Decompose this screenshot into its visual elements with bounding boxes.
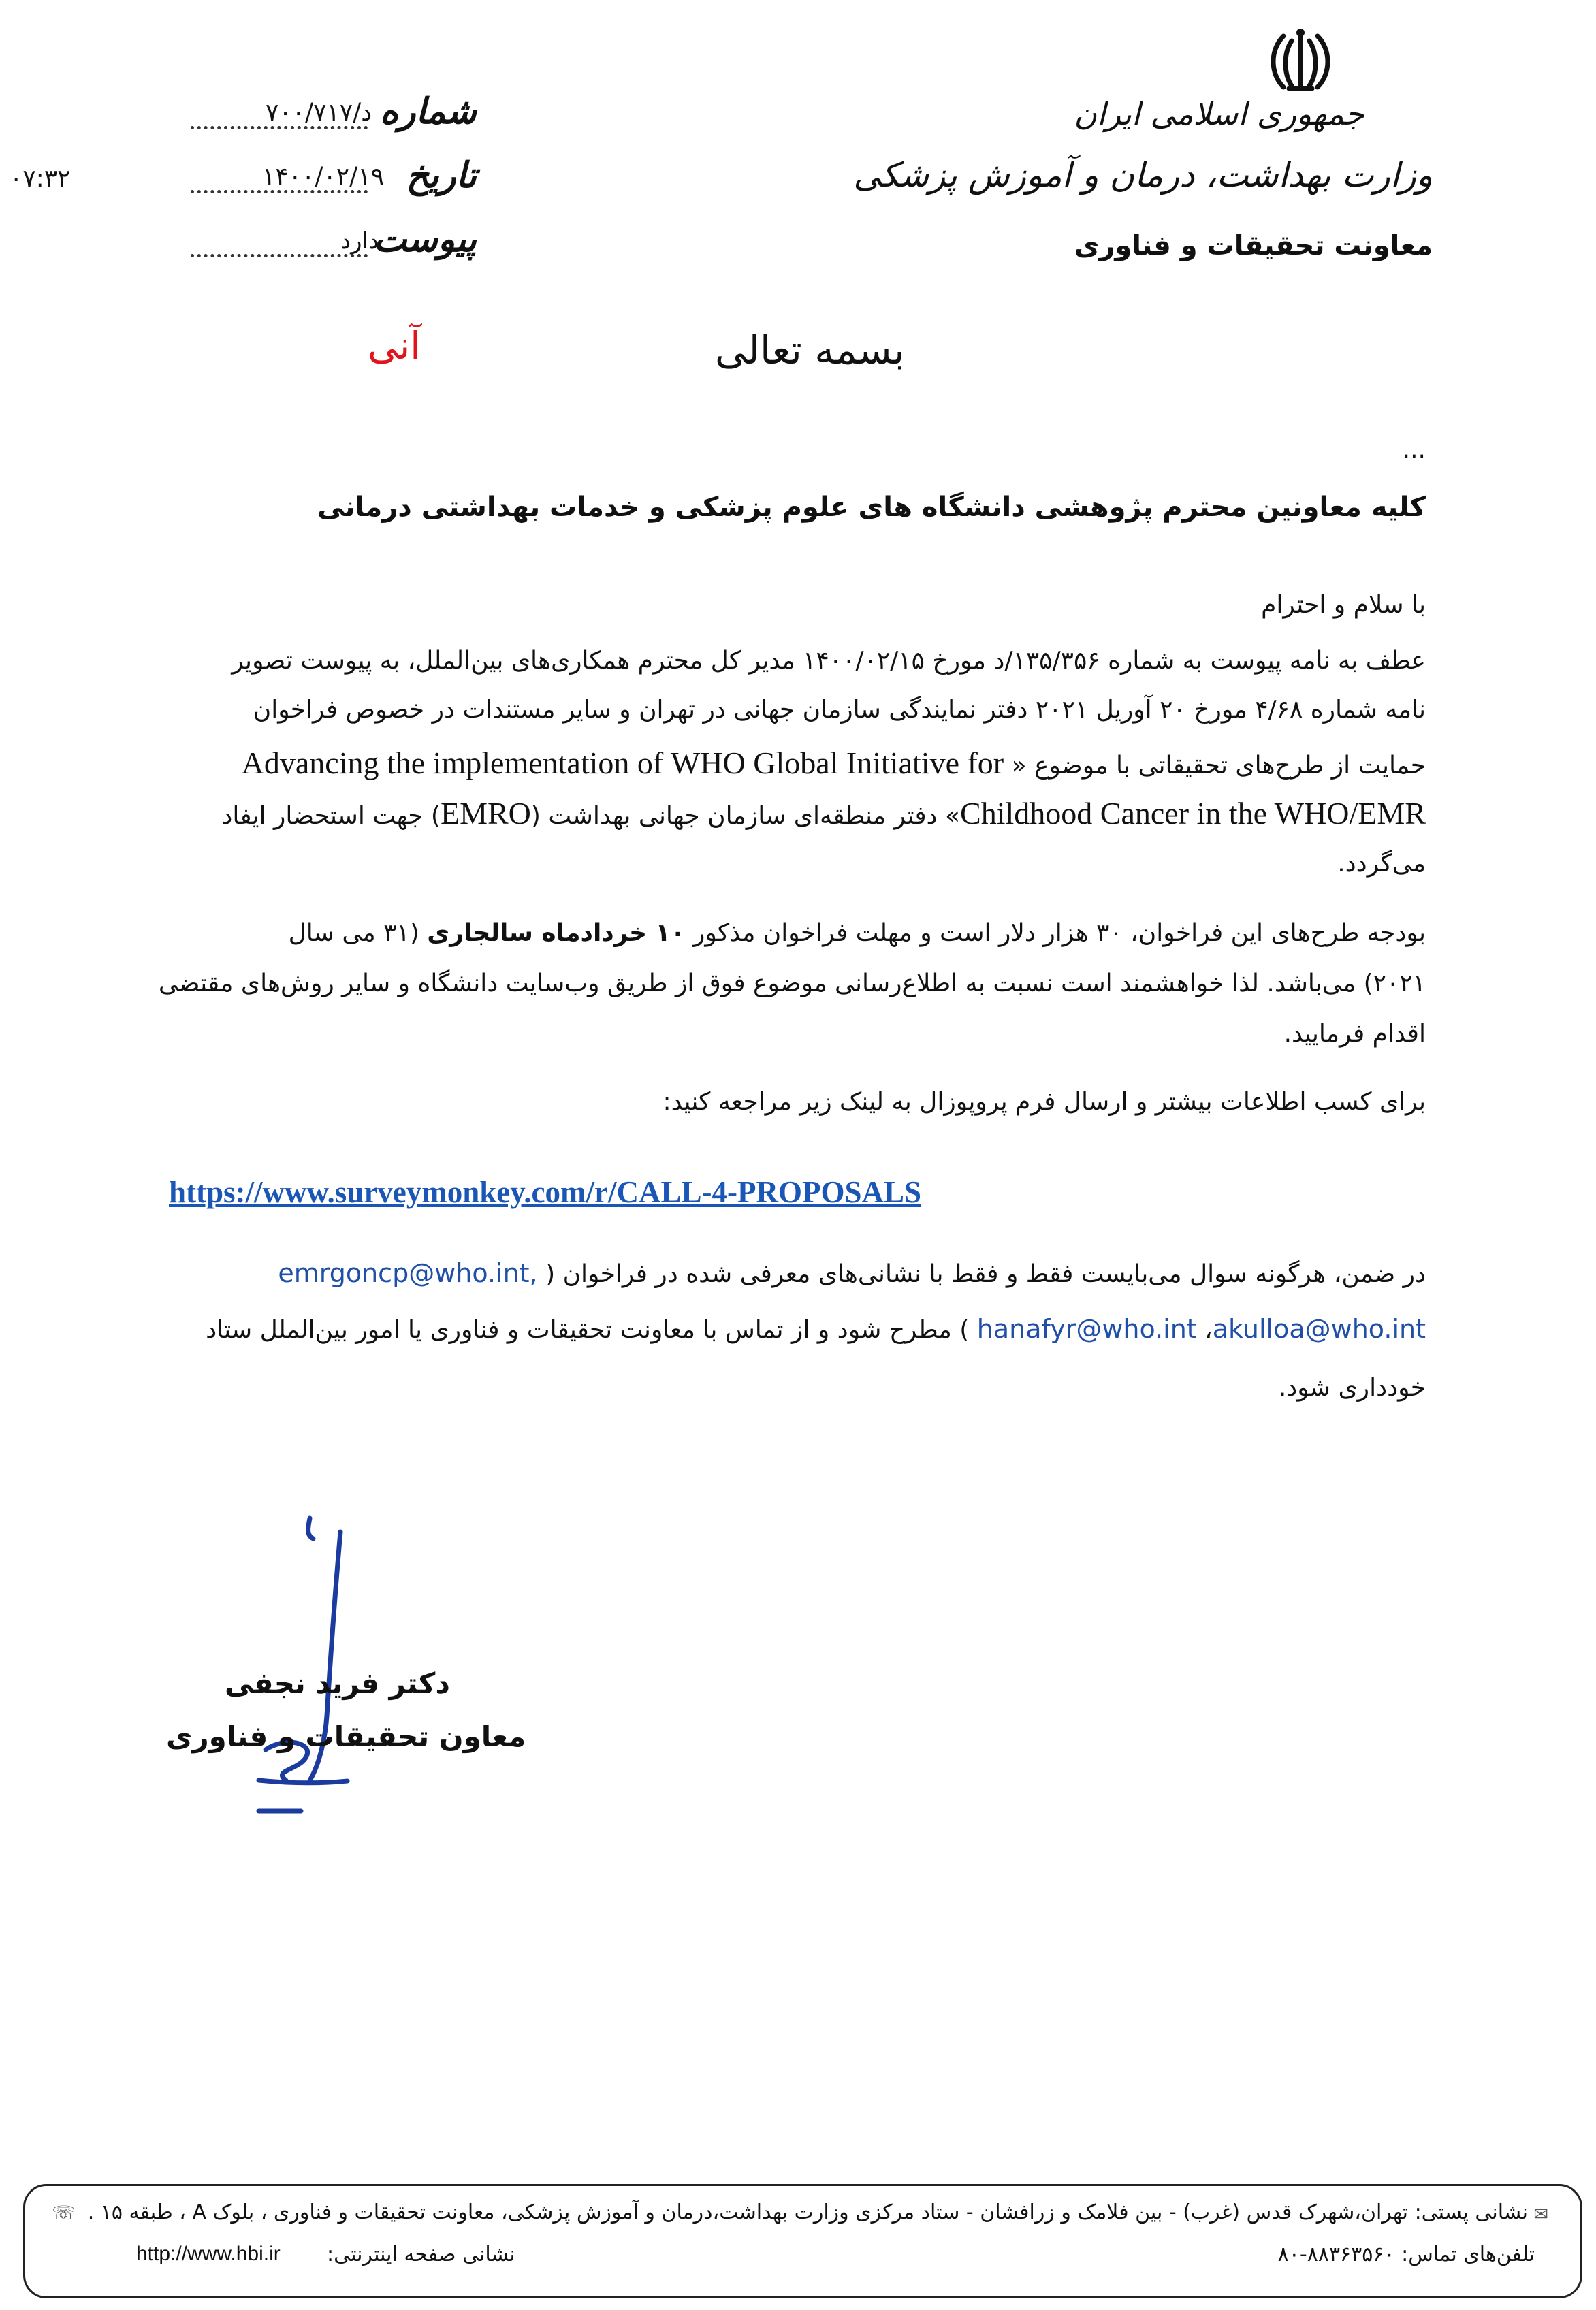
email-link-1[interactable]: emrgoncp@who.int, <box>278 1258 538 1288</box>
footer-address: نشانی پستی: تهران،شهرک قدس (غرب) - بین فلامک و زرافشان - ستاد مرکزی وزارت بهداشت،درمان و آموزش پزشکی، معاونت تحقیقات و فناوری ، بلوک A ، طبقه ۱۵ . <box>87 2200 1528 2224</box>
ellipsis-text: ... <box>1402 436 1426 464</box>
paragraph-1-line-1: عطف به نامه پیوست به شماره ۱۳۵/۳۵۶/د مورخ ۱۴۰۰/۰۲/۱۵ مدیر کل محترم همکاری‌های بین‌الملل، به پیوست تصویر <box>232 647 1426 675</box>
paragraph-4-line-2-text: ) مطرح شود و از تماس با معاونت تحقیقات و فناوری یا امور بین‌الملل ستاد <box>206 1316 970 1344</box>
paragraph-2-line-3: اقدام فرمایید. <box>1283 1020 1426 1048</box>
envelope-icon: ✉ <box>1533 2204 1548 2225</box>
paragraph-4-line-2: akulloa@who.int، hanafyr@who.int ) مطرح شود و از تماس با معاونت تحقیقات و فناوری یا امور بین‌الملل ستاد <box>206 1314 1426 1344</box>
paragraph-1-line-2: نامه شماره ۴/۶۸ مورخ ۲۰ آوریل ۲۰۲۱ دفتر نمایندگی سازمان جهانی در تهران و سایر مستندات در خصوص فراخوان <box>253 696 1426 724</box>
attachment-label: پیوست <box>373 219 477 260</box>
bismillah-heading: بسمه تعالی <box>715 327 905 373</box>
letter-date-value: ۱۴۰۰/۰۲/۱۹ <box>262 163 384 191</box>
proposal-link[interactable]: https://www.surveymonkey.com/r/CALL-4-PROPOSALS <box>169 1175 922 1209</box>
paragraph-4-line-1 <box>278 1258 1426 1288</box>
email-link-2[interactable]: akulloa@who.int <box>1212 1314 1426 1344</box>
letter-number-value: د/۷۰۰/۷۱۷ <box>266 99 372 127</box>
signer-name: دکتر فرید نجفی <box>225 1667 450 1700</box>
paragraph-4-line-1-text: در ضمن، هرگونه سوال می‌بایست فقط و فقط با نشانی‌های معرفی شده در فراخوان ( <box>545 1260 1426 1288</box>
paragraph-1-line-4-emro: EMRO <box>440 796 531 831</box>
ministry-line-1: جمهوری اسلامی ایران <box>1074 95 1364 132</box>
telephone-icon: ☏ <box>52 2202 76 2224</box>
deputy-header: معاونت تحقیقات و فناوری <box>1074 230 1433 261</box>
paragraph-2-line-1-a: بودجه طرح‌های این فراخوان، ۳۰ هزار دلار است و مهلت فراخوان مذکور <box>693 919 1426 947</box>
footer-web-label: نشانی صفحه اینترنتی: <box>327 2243 515 2266</box>
paragraph-1-line-3 <box>242 745 1426 781</box>
paragraph-1-line-3-en: Advancing the implementation of WHO Global Initiative for <box>241 745 1004 780</box>
paragraph-4-line-3: خودداری شود. <box>1278 1374 1426 1402</box>
paragraph-2-line-2: ۲۰۲۱) می‌باشد. لذا خواهشمند است نسبت به اطلاع‌رسانی موضوع فوق از طریق وب‌سایت دانشگاه و سایر روش‌های مقتضی <box>158 969 1426 997</box>
paragraph-1-line-3-fa: حمایت از طرح‌های تحقیقاتی با موضوع « <box>1011 752 1426 780</box>
attachment-value: دارد <box>340 227 379 255</box>
paragraph-3: برای کسب اطلاعات بیشتر و ارسال فرم پروپوزال به لینک زیر مراجعه کنید: <box>663 1088 1426 1116</box>
footer-website-link[interactable]: http://www.hbi.ir <box>136 2243 281 2265</box>
paragraph-1-line-4-en: Childhood Cancer in the WHO/EMR <box>960 796 1426 831</box>
paragraph-1-line-4-fa: » دفتر منطقه‌ای سازمان جهانی بهداشت ( <box>530 802 961 830</box>
letter-date-label: تاریخ <box>406 155 477 196</box>
letter-number-field <box>191 87 477 135</box>
paragraph-2-line-1-b: (۳۱ می سال <box>288 919 419 947</box>
salutation: با سلام و احترام <box>1261 591 1426 619</box>
iran-emblem-icon <box>1263 26 1338 94</box>
letter-date-field <box>191 151 477 199</box>
paragraph-1-line-4-end: ) جهت استحضار ایفاد <box>221 802 441 830</box>
deadline-bold: ۱۰ خردادماه سالجاری <box>427 919 686 947</box>
paragraph-1-line-5: می‌گردد. <box>1337 850 1426 878</box>
ministry-line-2: وزارت بهداشت، درمان و آموزش پزشکی <box>853 155 1433 195</box>
attachment-field <box>191 215 477 263</box>
recipient-line: کلیه معاونین محترم پژوهشی دانشگاه های علوم پزشکی و خدمات بهداشتی درمانی <box>317 492 1426 523</box>
urgency-label: آنی <box>368 324 421 368</box>
email-link-3[interactable]: hanafyr@who.int <box>976 1314 1197 1344</box>
time-stamp: ۰۷:۳۲ <box>10 165 71 193</box>
signer-title: معاون تحقیقات و فناوری <box>166 1720 526 1753</box>
paragraph-2-line-1 <box>289 919 1426 947</box>
paragraph-1-line-4 <box>221 795 1426 831</box>
letter-number-label: شماره <box>380 91 477 132</box>
footer-phone: تلفن‌های تماس: ۸۸۳۶۳۵۶۰-۸۰ <box>1277 2243 1535 2266</box>
